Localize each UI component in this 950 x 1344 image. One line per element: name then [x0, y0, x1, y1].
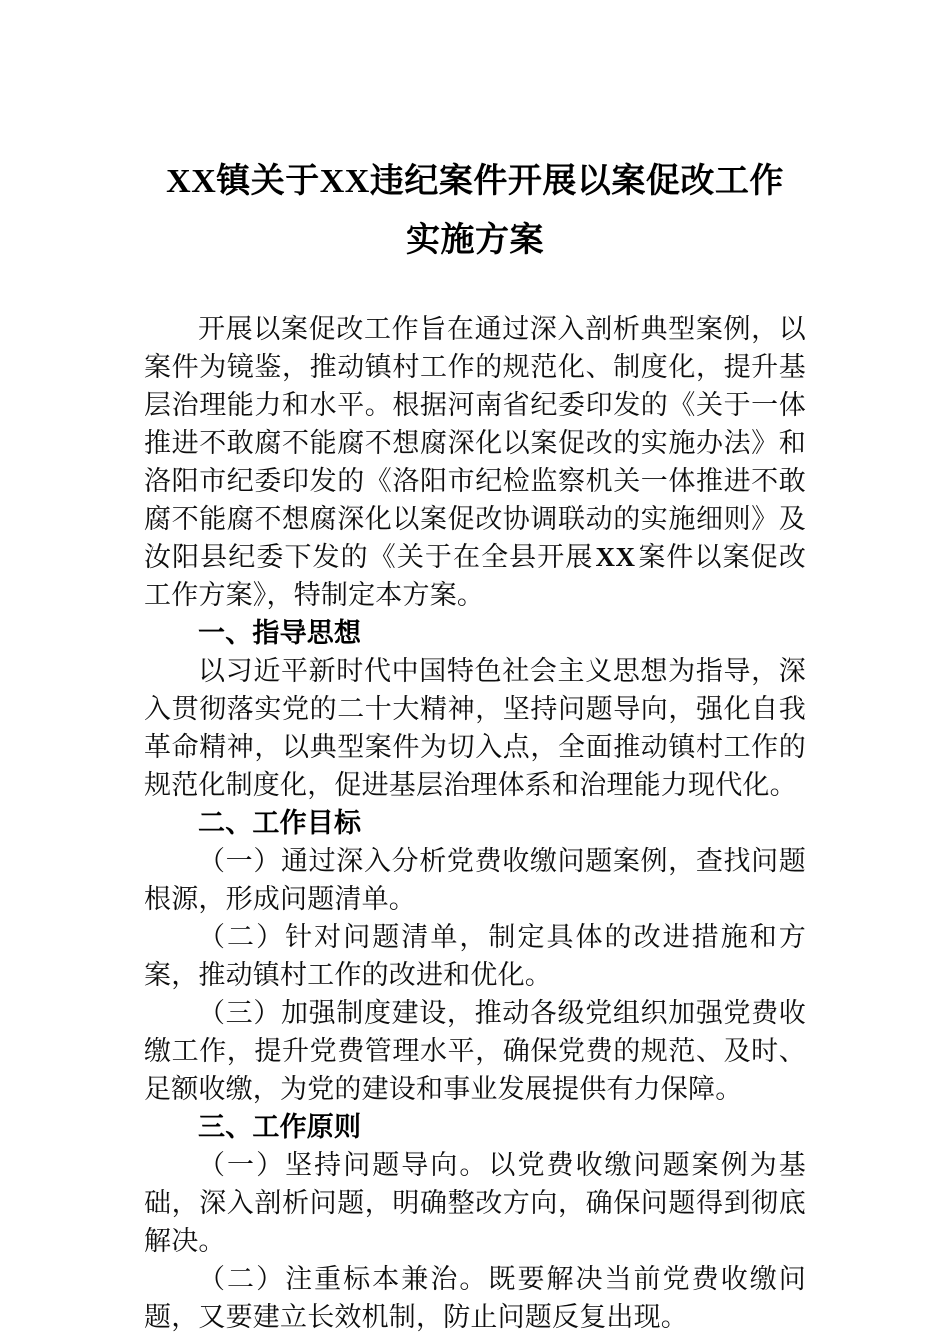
- intro-text-part-2: 案件以案促改工作方案》，特制定本方案。: [144, 542, 806, 610]
- section-heading-2: 二、工作目标: [198, 808, 362, 838]
- intro-text-part-1: 开展以案促改工作旨在通过深入剖析典型案例，以案件为镜鉴，推动镇村工作的规范化、制度化，提升基层治理能力和水平。根据河南省纪委印发的《关于一体推进不敢腐不能腐不想腐深化以案促改的实施办法》和洛阳市纪委印发的《洛阳市纪检监察机关一体推进不敢腐不能腐不想腐深化以案促改协调联动的实施细则》及汝阳县纪委下发的《关于在全县开展: [144, 314, 806, 572]
- section-2-paragraph-3: （三）加强制度建设，推动各级党组织加强党费收缴工作，提升党费管理水平，确保党费的规范、及时、足额收缴，为党的建设和事业发展提供有力保障。: [144, 998, 806, 1104]
- page-title-line-2: 实施方案: [406, 222, 544, 259]
- section-2-paragraph-2: （二）针对问题清单，制定具体的改进措施和方案，推动镇村工作的改进和优化。: [144, 922, 806, 990]
- document-content: [144, 0, 806, 1336]
- section-3-paragraph-1: （一）坚持问题导向。以党费收缴问题案例为基础，深入剖析问题，明确整改方向，确保问题得到彻底解决。: [144, 1150, 806, 1256]
- section-2-paragraph-1: （一）通过深入分析党费收缴问题案例，查找问题根源，形成问题清单。: [144, 846, 806, 914]
- section-3-paragraph-2: （二）注重标本兼治。既要解决当前党费收缴问题，又要建立长效机制，防止问题反复出现。: [144, 1264, 806, 1332]
- intro-paragraph: [144, 270, 806, 614]
- section-heading-3: 三、工作原则: [198, 1112, 362, 1142]
- intro-emphasis-xx: XX: [595, 542, 636, 572]
- page-title: [144, 0, 806, 270]
- page-title-line-1: XX镇关于XX违纪案件开展以案促改工作: [166, 163, 784, 200]
- section-heading-1: 一、指导思想: [198, 618, 362, 648]
- section-1-paragraph-1: 以习近平新时代中国特色社会主义思想为指导，深入贯彻落实党的二十大精神，坚持问题导向，强化自我革命精神，以典型案件为切入点，全面推动镇村工作的规范化制度化，促进基层治理体系和治理能力现代化。: [144, 656, 806, 800]
